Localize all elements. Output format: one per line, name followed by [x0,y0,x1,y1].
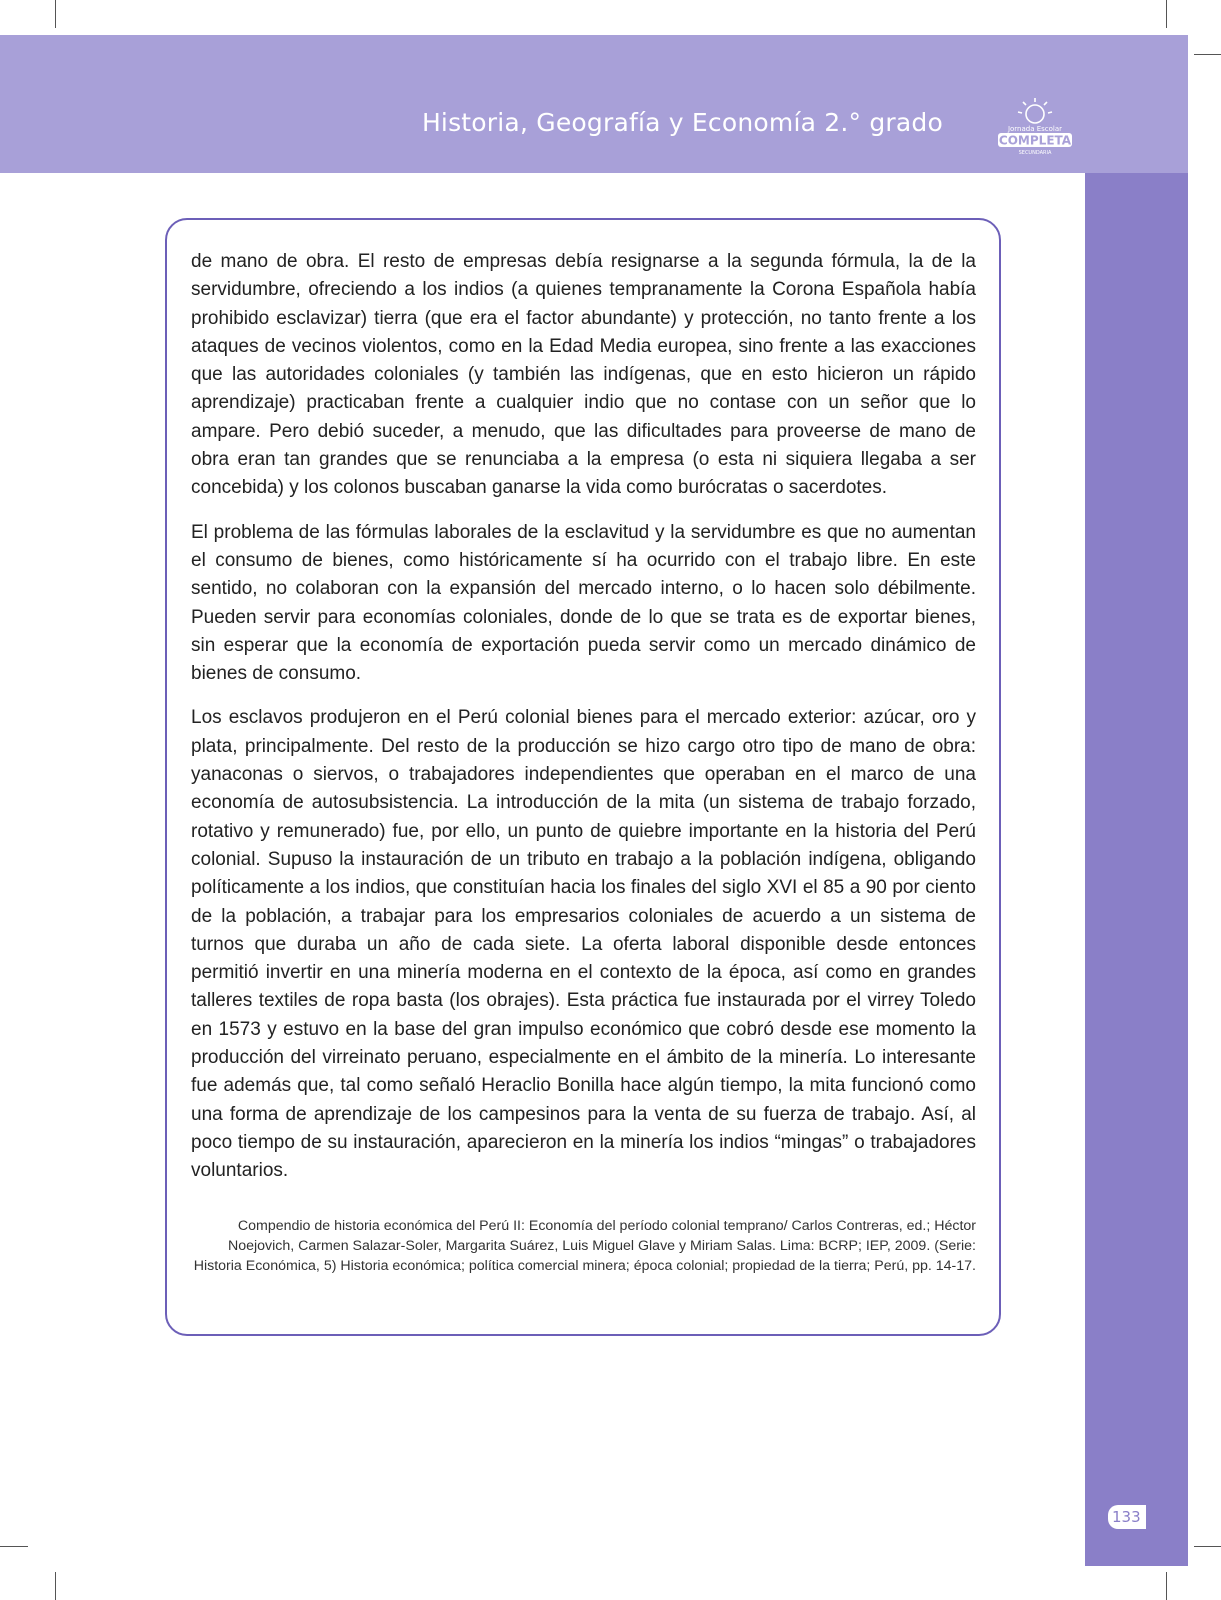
paragraph-1: de mano de obra. El resto de empresas debía resignarse a la segunda fórmula, la de la servidumbre, ofreciendo a los indios (a quienes tempranamente la Corona Española había prohibido esclavizar) tierra (que era el factor abundante) y protección, no tanto frente a los ataques de vecinos violentos, como en la Edad Media europea, sino frente a las exacciones que las autoridades coloniales (y también las indígenas, que en esto hicieron un rápido aprendizaje) practicaban frente a cualquier indio que no contase con un señor que lo ampare. Pero debió suceder, a menudo, que las dificultades para proveerse de mano de obra eran tan grandes que se renunciaba a la empresa (o esta ni siquiera llegaba a ser concebida) y los colonos buscaban ganarse la vida como burócratas o sacerdotes. [191,251,976,499]
crop-mark-bottom-left [55,1572,56,1600]
crop-mark-right-bottom [1194,1546,1221,1547]
logo-line1: Jornada Escolar [1007,125,1063,133]
crop-mark-bottom-right [1166,1572,1167,1600]
crop-mark-left-bottom [0,1546,28,1547]
side-bar [1085,173,1188,1566]
jornada-escolar-completa-logo [992,96,1078,158]
page-header-title: Historia, Geografía y Economía 2.° grado [421,108,943,137]
crop-mark-top-left [55,0,56,28]
logo-line3: SECUNDARIA [1018,150,1052,156]
paragraph-3: Los esclavos produjeron en el Perú colonial bienes para el mercado exterior: azúcar, oro y plata, principalmente. Del resto de la producción se hizo cargo otro tipo de mano de obra: yanaconas o siervos, o trabajadores independientes que operaban en el marco de una economía de autosubsistencia. La introducción de la mita (un sistema de trabajo forzado, rotativo y remunerado) fue, por ello, un punto de quiebre importante en la historia del Perú colonial. Supuso la instauración de un tributo en trabajo a la población indígena, obligando políticamente a los indios, que constituían hacia los finales del siglo XVI el 85 a 90 por ciento de la población, a trabajar para los empresarios coloniales de acuerdo a un sistema de turnos que duraba un año de cada siete. La oferta laboral disponible desde entonces permitió invertir en una minería moderna en el contexto de la época, así como en grandes talleres textiles de ropa basta (los obrajes). Esta práctica fue instaurada por el virrey Toledo en 1573 y estuvo en la base del gran impulso económico que cobró desde ese momento la producción del virreinato peruano, especialmente en el ámbito de la minería. Lo interesante fue además que, tal como señaló Heraclio Bonilla hace algún tiempo, la mita funcionó como una forma de aprendizaje de los campesinos para la venta de su fuerza de trabajo. Así, al poco tiempo de su instauración, aparecieron en la minería los indios “mingas” o trabajadores voluntarios. [191,707,976,1182]
source-citation: Compendio de historia económica del Perú II: Economía del período colonial temprano/ Carlos Contreras, ed.; Héctor Noejovich, Carmen Salazar-Soler, Margarita Suárez, Luis Miguel Glave y Miriam Salas. Lima: BCRP; IEP, 2009. (Serie: Historia Económica, 5) Historia económica; política comercial minera; época colonial; propiedad de la tierra; Perú, pp. 14-17. [193,1218,976,1274]
paragraph-2: El problema de las fórmulas laborales de la esclavitud y la servidumbre es que no aumentan el consumo de bienes, como históricamente sí ha ocurrido con el trabajo libre. En este sentido, no colaboran con la expansión del mercado interno, o lo hacen solo débilmente. Pueden servir para economías coloniales, donde de lo que se trata es de exportar bienes, sin esperar que la economía de exportación pueda servir como un mercado dinámico de bienes de consumo. [191,521,976,685]
page-number: 133 [1108,1505,1146,1529]
reading-text [191,248,976,1202]
logo-line2: COMPLETA [998,133,1072,148]
crop-mark-right-top [1194,54,1221,55]
crop-mark-top-right [1166,0,1167,28]
